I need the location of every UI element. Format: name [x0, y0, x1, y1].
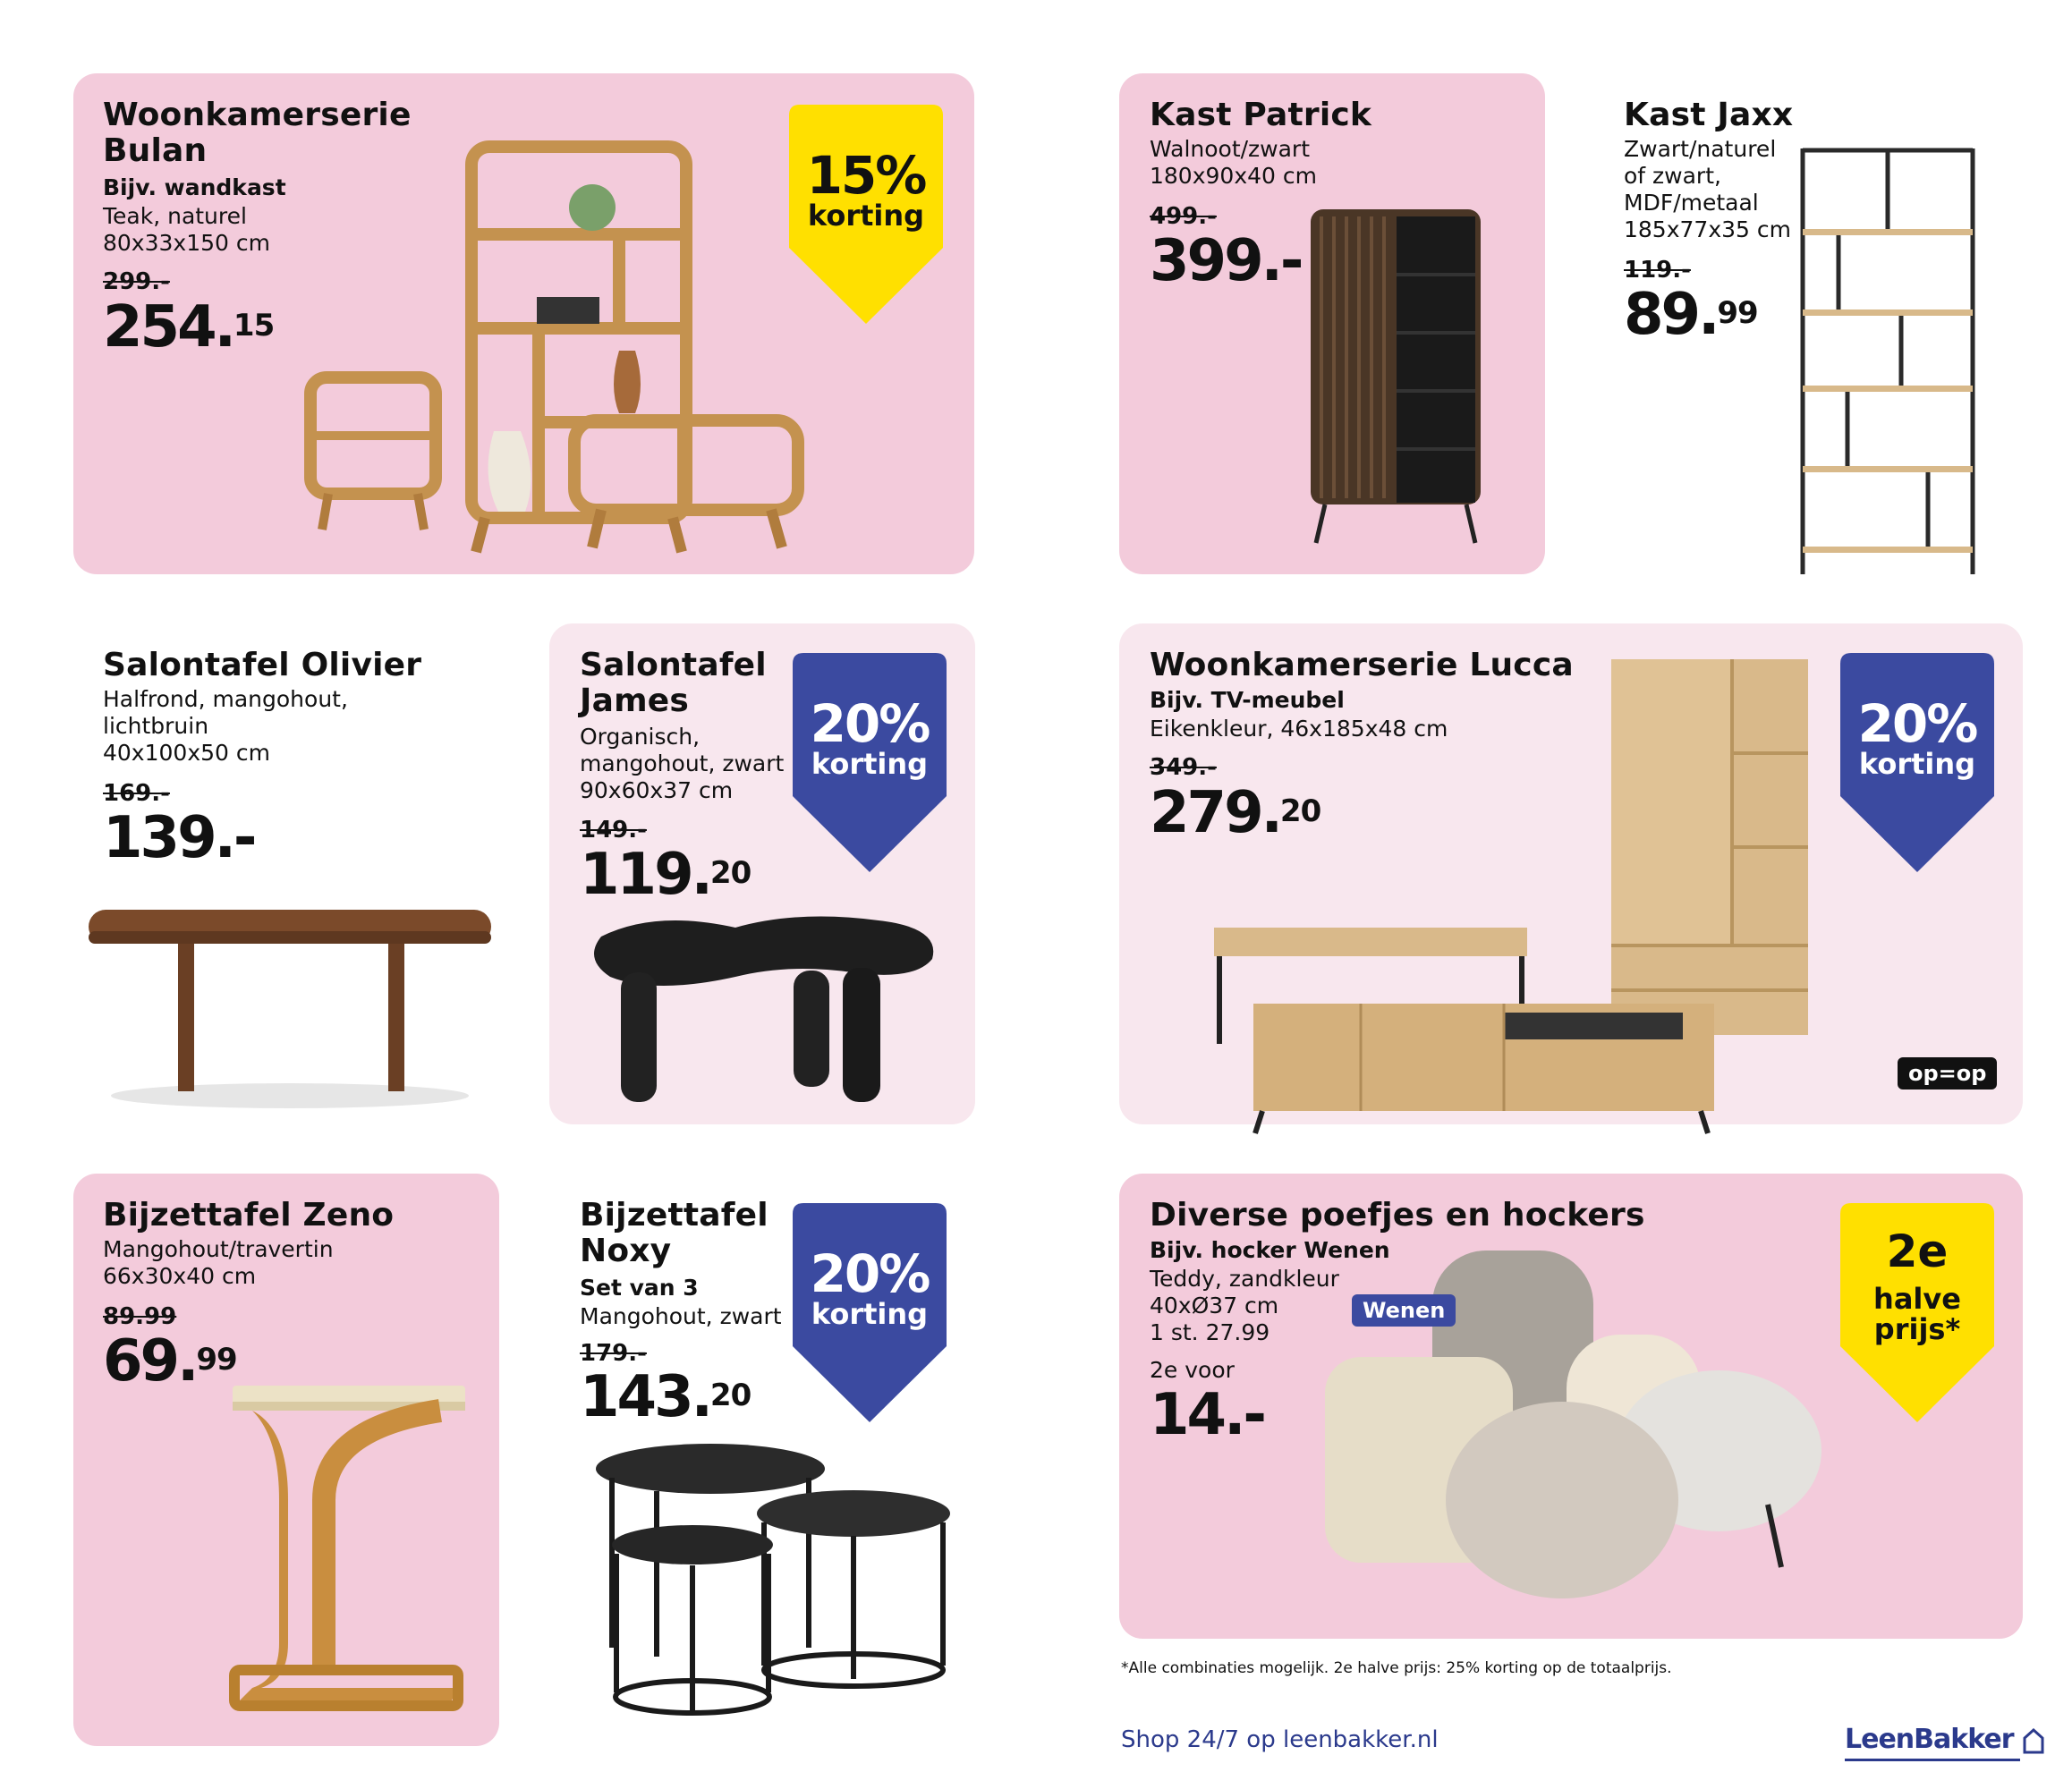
- old-price: 299.-: [103, 268, 170, 295]
- footnote: *Alle combinaties mogelijk. 2e halve prijs: 25% korting op de totaalprijs.: [1121, 1659, 1672, 1677]
- discount-badge: 20% korting: [793, 653, 947, 872]
- old-price: 119.-: [1624, 257, 1691, 284]
- price: 69.99: [103, 1328, 237, 1395]
- product-description: Eikenkleur, 46x185x48 cm: [1150, 716, 1448, 742]
- price: 143.20: [580, 1364, 752, 1430]
- wenen-label: Wenen: [1352, 1294, 1456, 1327]
- old-price: 149.-: [580, 817, 647, 844]
- product-description: Zwart/naturel of zwart, MDF/metaal 185x77x35 cm: [1624, 136, 1791, 242]
- price: 399.-: [1150, 228, 1302, 294]
- product-card-zeno[interactable]: [73, 1174, 499, 1746]
- product-subtitle: Set van 3: [580, 1275, 699, 1301]
- product-card-james[interactable]: [549, 623, 975, 1124]
- product-title: Kast Patrick: [1150, 97, 1372, 133]
- bulan-furniture-image: [225, 109, 816, 556]
- product-card-bulan[interactable]: [73, 73, 974, 574]
- product-card-olivier[interactable]: [73, 623, 503, 1124]
- discount-badge: 20% korting: [1840, 653, 1994, 872]
- product-title: Salontafel James: [580, 647, 767, 719]
- old-price: 89.99: [103, 1303, 177, 1330]
- price: 14.-: [1150, 1382, 1264, 1448]
- product-description: Teak, naturel 80x33x150 cm: [103, 203, 270, 256]
- price: 254.15: [103, 294, 275, 360]
- product-title: Salontafel Olivier: [103, 647, 422, 683]
- product-title: Bijzettafel Noxy: [580, 1197, 769, 1269]
- logo-text: LeenBakker: [1845, 1724, 2014, 1755]
- price: 119.20: [580, 842, 752, 908]
- product-title: Kast Jaxx: [1624, 97, 1794, 133]
- price: 139.-: [103, 805, 255, 871]
- old-price: 169.-: [103, 780, 170, 807]
- product-subtitle: Bijv. wandkast: [103, 174, 286, 200]
- product-description: Teddy, zandkleur 40xØ37 cm 1 st. 27.99: [1150, 1266, 1339, 1345]
- discount-badge: 20% korting: [793, 1203, 947, 1422]
- old-price: 499.-: [1150, 203, 1217, 230]
- product-description: Organisch, mangohout, zwart 90x60x37 cm: [580, 724, 785, 803]
- zeno-table-image: [225, 1375, 476, 1733]
- leenbakker-logo[interactable]: [1845, 1724, 2045, 1755]
- product-description: Mangohout/travertin 66x30x40 cm: [103, 1236, 334, 1289]
- product-subtitle: Bijv. TV-meubel: [1150, 687, 1345, 713]
- product-card-noxy[interactable]: [549, 1174, 975, 1746]
- shop-link[interactable]: Shop 24/7 op leenbakker.nl: [1121, 1726, 1439, 1753]
- discount-badge: 15% korting: [789, 105, 943, 324]
- product-subtitle: Bijv. hocker Wenen: [1150, 1237, 1390, 1263]
- price: 279.20: [1150, 780, 1321, 846]
- product-card-hockers[interactable]: [1119, 1174, 2023, 1639]
- noxy-tables-image: [594, 1442, 952, 1728]
- house-icon: [2022, 1727, 2045, 1754]
- product-card-lucca[interactable]: [1119, 623, 2023, 1124]
- olivier-table-image: [84, 901, 496, 1115]
- lucca-furniture-image: [1164, 659, 1844, 1106]
- old-price: 349.-: [1150, 754, 1217, 781]
- product-description: Mangohout, zwart: [580, 1303, 782, 1329]
- product-description: Walnoot/zwart 180x90x40 cm: [1150, 136, 1317, 189]
- product-card-jaxx[interactable]: [1592, 73, 2022, 592]
- half-price-badge: 2e halve prijs*: [1840, 1203, 1994, 1422]
- patrick-cabinet-image: [1307, 208, 1486, 619]
- jaxx-shelf-image: [1794, 147, 1991, 576]
- product-description: Halfrond, mangohout, lichtbruin 40x100x50 cm: [103, 686, 348, 766]
- price: 89.99: [1624, 282, 1758, 348]
- product-card-patrick[interactable]: [1119, 73, 1545, 574]
- product-title: Woonkamerserie Bulan: [103, 97, 412, 169]
- product-title: Diverse poefjes en hockers: [1150, 1197, 1645, 1234]
- op-op-badge: op=op: [1898, 1057, 1997, 1090]
- product-title: Bijzettafel Zeno: [103, 1197, 395, 1234]
- james-table-image: [583, 910, 941, 1115]
- logo-underline: [1845, 1759, 2020, 1761]
- product-title: Woonkamerserie Lucca: [1150, 647, 1574, 683]
- second-item-label: 2e voor: [1150, 1357, 1235, 1383]
- old-price: 179.-: [580, 1340, 647, 1367]
